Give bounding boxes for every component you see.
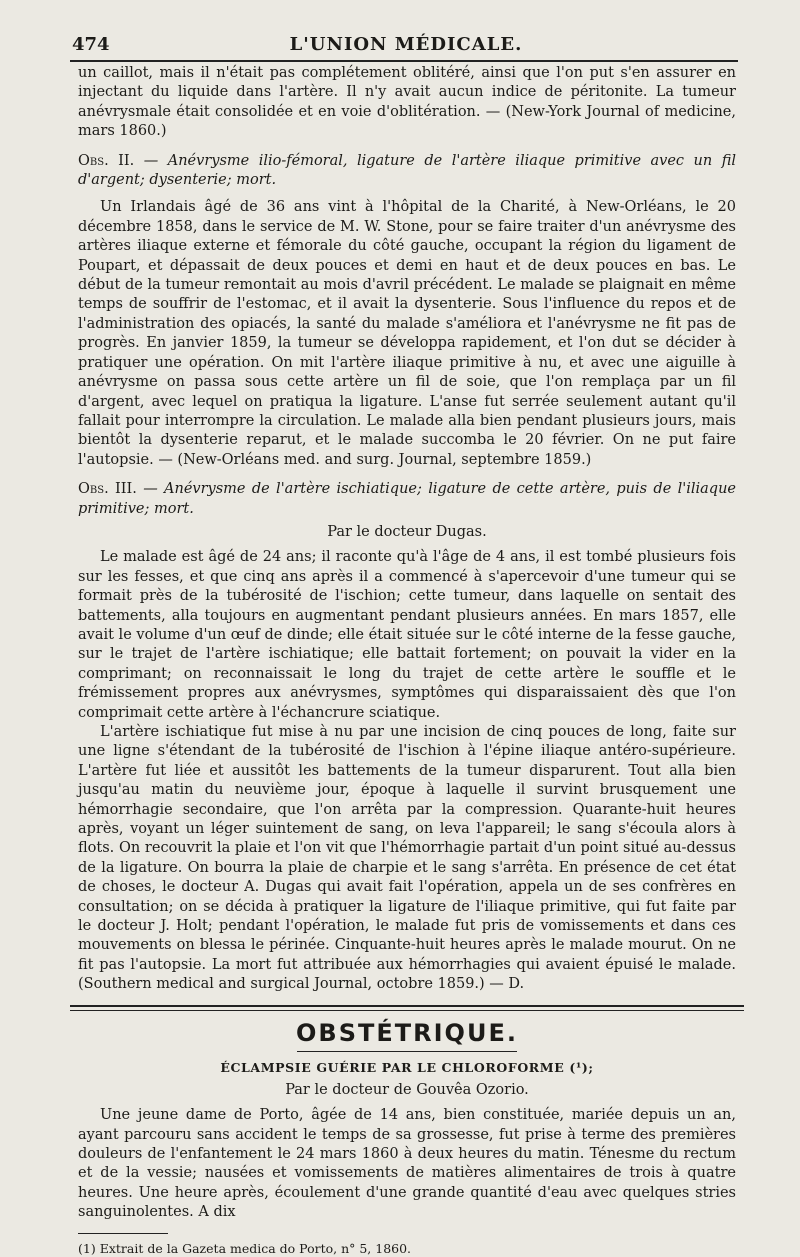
article-footnote-mark: (¹); [569,1059,594,1075]
intro-paragraph: un caillot, mais il n'était pas complétement oblitéré, ainsi que l'on put s'en assurer en injectant du liquide dans l'artère. Il n'y avait aucun indice de péritonite. La tumeur anévrysmale était consolidée et en voie d'oblitération. — (New-York Journal of medicine, mars 1860.) [78,65,736,140]
obs3-paragraph-2: L'artère ischiatique fut mise à nu par une incision de cinq pouces de long, faite sur une ligne s'étendant de la tubérosité de l'ischion à l'épine iliaque antéro-supérieure. L'artère fut liée et aussitôt les battements de la tumeur disparurent. Tout alla bien jusqu'au matin du neuvième jour, époque à laquelle il survint brusquement une hémorrhagie secondaire, que l'on arrêta par la compression. Quarante-huit heures après, voyant un léger suintement de sang, on leva l'appareil; le sang s'écoula alors à flots. On recouvrit la plaie et l'on vit que l'hémorrhagie partait d'un point situé au-dessus de la ligature. On bourra la plaie de charpie et le sang s'arrêta. En présence de cet état de choses, le docteur A. Dugas qui avait fait l'opération, appela un de ses confrères en consultation; on se décida à pratiquer la ligature de l'iliaque primitive, qui fut faite par le docteur J. Holt; pendant l'opération, le malade fut pris de vomissements et dans ces mouvements on blessa le périnée. Cinquante-huit heures après le malade mourut. On ne fit pas l'autopsie. La mort fut attribuée aux hémorrhagies qui avaient épuisé le malade. (Southern medical and surgical Journal, octobre 1859.) — D. [78,724,736,993]
obs3-author: Par le docteur Dugas. [327,523,487,540]
obs2-title: — Anévrysme ilio-fémoral, ligature de l'artère iliaque primitive avec un fil d'argent; dysenterie; mort. [78,152,737,189]
obs3-label: Obs. III. [78,481,137,498]
section-rule-bottom [70,1010,744,1011]
header-rule [70,60,738,62]
obs3-heading [78,480,736,519]
article-title [78,1060,736,1075]
footnote [78,1240,736,1257]
footnote-text: Extrait de la Gazeta medica do Porto, n° 5, 1860. [99,1240,412,1256]
obs2-heading [78,152,736,191]
journal-title: L'UNION MÉDICALE. [289,34,523,55]
obs2-paragraph: Un Irlandais âgé de 36 ans vint à l'hôpital de la Charité, à New-Orléans, le 20 décembre 1858, dans le service de M. W. Stone, pour se faire traiter d'un anévrysme des artères iliaque externe et fémorale du côté gauche, occupant la région du ligament de Poupart, et dépassait de deux pouces et demi en haut et de deux pouces en bas. Le début de la tumeur remontait au mois d'avril précédent. Le malade se plaignait en même temps de souffrir de l'estomac, et il avait la dysenterie. Sous l'influence du repos et de l'administration des opiacés, la santé du malade s'améliora et l'anévrysme ne fit pas de progrès. En janvier 1859, la tumeur se développa rapidement, et l'on dut se décider à pratiquer une opération. On mit l'artère iliaque primitive à nu, et avec une aiguille à anévrysme on passa sous cette artère un fil de soie, que l'on remplaça par un fil d'argent, avec lequel on pratiqua la ligature. L'anse fut serrée seulement autant qu'il fallait pour interrompre la circulation. Le malade alla bien pendant plusieurs jours, mais bientôt la dysenterie reparut, et le malade succomba le 20 février. On ne put faire l'autopsie. — (New-Orléans med. and surg. Journal, septembre 1859.) [78,199,736,468]
section-rule-top [70,1005,744,1007]
page-header [72,34,740,58]
obs3-paragraph-1: Le malade est âgé de 24 ans; il raconte qu'à l'âge de 4 ans, il est tombé plusieurs fois sur les fesses, et que cinq ans après il a commencé à s'apercevoir d'une tumeur qui se formait près de la tubérosité de l'ischion; cette tumeur, dans laquelle on sentait des battements, alla toujours en augmentant pendant plusieurs années. En mars 1857, elle avait le volume d'un œuf de dinde; elle était située sur le côté interne de la fesse gauche, sur le trajet de l'artère ischiatique; elle battait fortement; on pouvait la vider en la comprimant; on reconnaissait le long du trajet de cette artère le souffle et le frémissement propres aux anévrysmes, symptômes qui disparaissaient dès que l'on comprimait cette artère à l'échancrure sciatique. [78,549,736,721]
obs2-label: Obs. II. [78,152,135,169]
footnote-rule [78,1233,168,1234]
article-paragraph: Une jeune dame de Porto, âgée de 14 ans, bien constituée, mariée depuis un an, ayant parcouru sans accident le temps de sa grossesse, fut prise à terme des premières douleurs de l'enfantement le 24 mars 1860 à deux heures du matin. Ténesme du rectum et de la vessie; nausées et vomissements de matières alimentaires de trois à quatre heures. Une heure après, écoulement d'une grande quantité d'eau avec quelques stries sanguinolentes. A dix [78,1107,736,1221]
obs3-title: — Anévrysme de l'artère ischiatique; ligature de cette artère, puis de l'iliaque primitive; mort. [78,481,737,517]
footnote-mark: (1) [78,1240,96,1256]
section-heading-rule [297,1051,517,1052]
section-heading: OBSTÉTRIQUE. [296,1018,518,1047]
page-body [78,64,736,1257]
section-divider [78,1005,736,1011]
article-title-text: ÉCLAMPSIE GUÉRIE PAR LE CHLOROFORME [220,1059,565,1075]
article-author: Par le docteur de Gouvêa Ozorio. [285,1081,529,1098]
page-number: 474 [72,34,110,55]
